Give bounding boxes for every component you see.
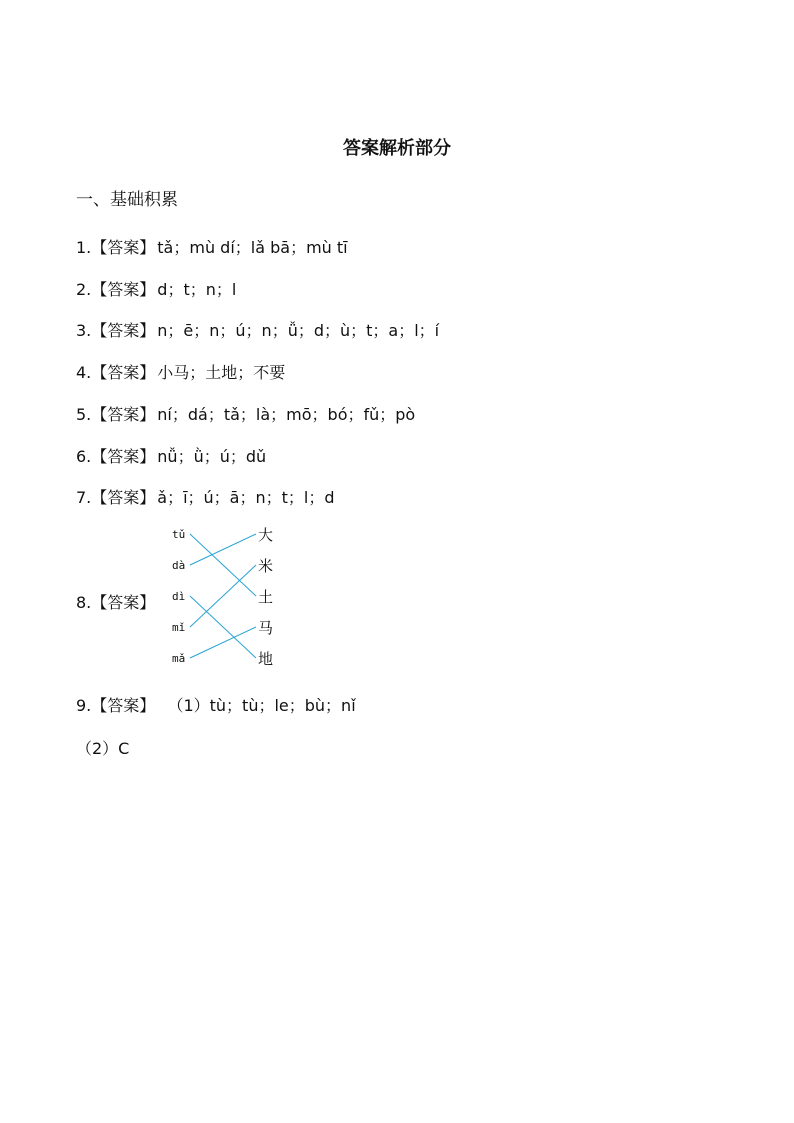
answer-number: 7. (76, 488, 92, 507)
answer-label: 【答案】 (91, 405, 156, 424)
hanzi-label: 土 (258, 588, 274, 606)
match-line-4 (190, 627, 256, 658)
hanzi-label: 大 (258, 526, 274, 544)
match-line-3 (190, 565, 256, 627)
answer-3 (76, 318, 439, 341)
answer-label: 【答案】 (91, 593, 156, 612)
answer-text: 小马；土地；不要 (157, 363, 286, 382)
answer-number: 4. (76, 363, 92, 382)
matching-diagram (168, 522, 288, 674)
match-line-1 (190, 534, 256, 565)
answer-label: 【答案】 (91, 321, 156, 340)
answer-label: 【答案】 (91, 696, 156, 715)
pinyin-label: mǎ (172, 652, 186, 665)
answer-9-part-2: （2）C (76, 739, 130, 758)
pinyin-label: tǔ (172, 528, 186, 541)
answer-number: 6. (76, 447, 92, 466)
pinyin-label: dì (172, 590, 186, 603)
answer-9 (76, 693, 356, 716)
answer-text: nǚ；ǜ；ú；dǔ (157, 447, 267, 466)
answer-2 (76, 277, 236, 300)
match-line-0 (190, 534, 256, 596)
hanzi-label: 米 (258, 557, 274, 575)
answer-text: tǎ；mù dí；lǎ bā；mù tī (157, 238, 348, 257)
answer-label: 【答案】 (91, 280, 156, 299)
answer-number: 3. (76, 321, 92, 340)
page-title: 答案解析部分 (343, 138, 451, 159)
pinyin-label: mǐ (172, 621, 186, 634)
answer-text: （1）tù；tù；le；bù；nǐ (167, 696, 356, 715)
answer-number: 2. (76, 280, 92, 299)
answer-number: 9. (76, 696, 92, 715)
answer-4 (76, 360, 285, 383)
hanzi-label: 马 (258, 619, 274, 637)
answer-8 (76, 590, 157, 613)
answer-5 (76, 402, 415, 425)
matching-svg (168, 522, 288, 674)
answer-number: 5. (76, 405, 92, 424)
answer-text: ní；dá；tǎ；là；mō；bó；fǔ；pò (157, 405, 416, 424)
answer-label: 【答案】 (91, 363, 156, 382)
answer-6 (76, 444, 266, 467)
answer-label: 【答案】 (91, 447, 156, 466)
answer-1 (76, 235, 348, 258)
answer-number: 8. (76, 593, 92, 612)
section-heading: 一、基础积累 (76, 190, 178, 210)
answer-text: d；t；n；l (157, 280, 237, 299)
answer-text: ǎ；ī；ú；ā；n；t；l；d (157, 488, 335, 507)
answer-number: 1. (76, 238, 92, 257)
match-line-2 (190, 596, 256, 658)
pinyin-label: dà (172, 559, 186, 572)
answer-label: 【答案】 (91, 488, 156, 507)
hanzi-label: 地 (258, 650, 274, 668)
answer-text: n；ē；n；ú；n；ǚ；d；ù；t；a；l；í (157, 321, 440, 340)
answer-7 (76, 485, 335, 508)
answer-label: 【答案】 (91, 238, 156, 257)
